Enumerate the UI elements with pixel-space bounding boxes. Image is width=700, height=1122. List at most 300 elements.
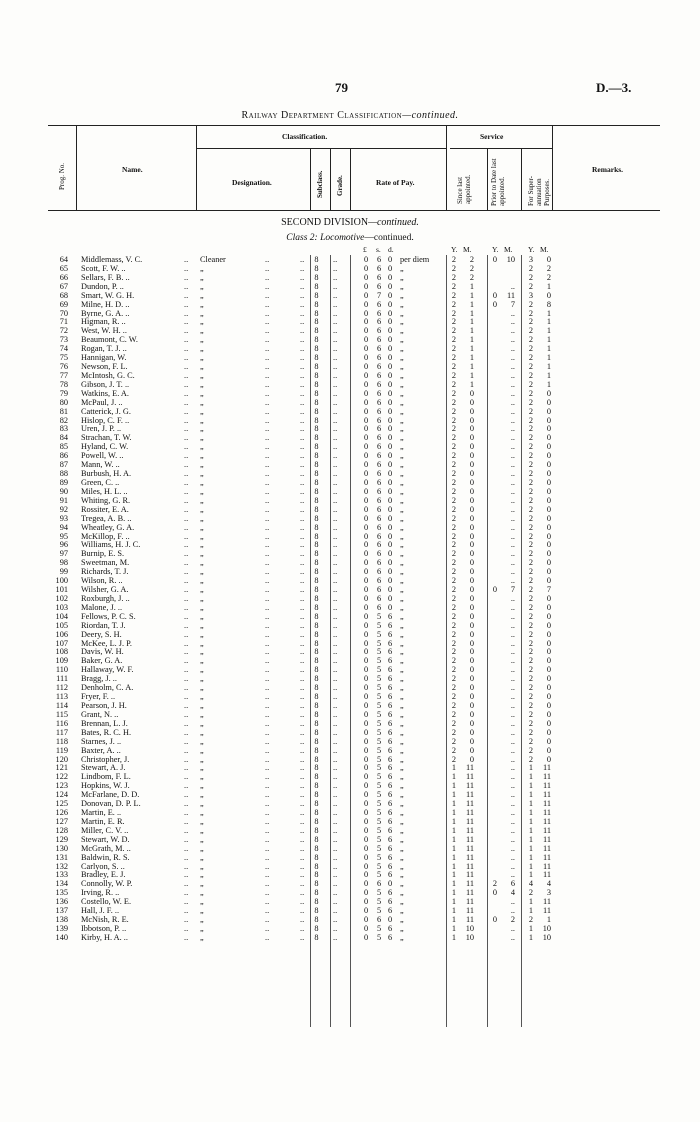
rate-pence-cell: 0 (388, 406, 393, 416)
rate-shillings-cell: 5 (377, 870, 382, 880)
leader-dots: .. (300, 469, 305, 479)
name-cell: Riordan, T. J. (81, 620, 126, 630)
rate-shillings-cell: 5 (377, 799, 382, 809)
designation-cell: „ (200, 370, 204, 380)
leader-dots: .. (184, 353, 189, 363)
designation-cell: „ (200, 522, 204, 532)
super-years-cell: 1 (528, 897, 534, 907)
rate-shillings-cell: 6 (377, 602, 382, 612)
rate-shillings-cell: 5 (377, 736, 382, 746)
leader-dots: .. (184, 379, 189, 389)
super-years-cell: 1 (528, 816, 534, 826)
leader-dots: .. (300, 567, 305, 577)
rate-pence-cell: 6 (388, 611, 393, 621)
leader-dots: .. (300, 754, 305, 764)
rate-shillings-cell: 5 (377, 674, 382, 684)
since-years-cell: 2 (451, 558, 457, 568)
rate-pence-cell: 6 (388, 870, 393, 880)
designation-cell: „ (200, 558, 204, 568)
leader-dots: .. (265, 326, 270, 336)
rate-unit-cell: „ (400, 549, 404, 559)
super-months-cell: 0 (546, 406, 551, 416)
rate-unit-cell: „ (400, 709, 404, 719)
rate-pounds-cell: 0 (364, 495, 369, 505)
since-months-cell: 0 (469, 602, 474, 612)
rate-pounds-cell: 0 (364, 567, 369, 577)
leader-dots: .. (265, 781, 270, 791)
super-months-cell: 0 (546, 683, 551, 693)
leader-dots: .. (184, 816, 189, 826)
super-months-cell: 0 (546, 504, 551, 514)
since-months-cell: 10 (465, 932, 474, 942)
prior-months-cell: 7 (510, 585, 515, 595)
prior-months-cell: 2 (510, 915, 515, 925)
leader-dots: .. (300, 576, 305, 586)
leader-dots: .. (333, 924, 338, 933)
subclass-cell: 8 (314, 701, 319, 710)
rate-pounds-cell: 0 (364, 469, 369, 479)
rate-shillings-cell: 5 (377, 692, 382, 702)
since-months-cell: 0 (469, 736, 474, 746)
super-months-cell: 0 (546, 486, 551, 496)
since-months-cell: 0 (469, 701, 474, 710)
super-months-cell: 0 (546, 469, 551, 479)
rate-shillings-cell: 5 (377, 647, 382, 657)
prog-no-cell: 110 (55, 665, 68, 675)
leader-dots: .. (184, 299, 189, 309)
designation-cell: „ (200, 362, 204, 372)
subclass-cell: 8 (314, 611, 319, 621)
super-years-cell: 2 (528, 317, 534, 327)
leader-dots: .. (333, 495, 338, 505)
prior-months-cell: .. (510, 602, 515, 612)
super-years-cell: 2 (528, 397, 534, 407)
prog-no-cell: 130 (55, 843, 68, 853)
leader-dots: .. (265, 647, 270, 657)
prog-no-cell: 92 (59, 504, 68, 514)
rate-unit-cell: „ (400, 388, 404, 398)
name-cell: Watkins, E. A. (81, 388, 129, 398)
leader-dots: .. (300, 451, 305, 461)
rate-unit-cell: „ (400, 424, 404, 434)
designation-cell: „ (200, 299, 204, 309)
rate-unit-cell: „ (400, 326, 404, 336)
super-months-cell: 11 (543, 816, 551, 826)
leader-dots: .. (265, 531, 270, 541)
rate-shillings-cell: 6 (377, 540, 382, 550)
subclass-cell: 8 (314, 906, 319, 916)
super-months-cell: 1 (546, 379, 551, 389)
leader-dots: .. (184, 781, 189, 791)
rate-unit-cell: „ (400, 924, 404, 933)
rate-shillings-cell: 5 (377, 683, 382, 693)
prog-no-cell: 115 (55, 709, 68, 719)
prog-no-cell: 123 (55, 781, 68, 791)
leader-dots: .. (184, 460, 189, 470)
leader-dots: .. (265, 897, 270, 907)
prior-months-cell: .. (510, 656, 515, 666)
designation-cell: „ (200, 879, 204, 889)
rate-pounds-cell: 0 (364, 486, 369, 496)
prog-no-cell: 87 (59, 460, 68, 470)
designation-cell: „ (200, 513, 204, 523)
leader-dots: .. (300, 790, 305, 800)
subclass-cell: 8 (314, 344, 319, 354)
designation-cell: „ (200, 781, 204, 791)
since-months-cell: 0 (469, 504, 474, 514)
super-years-cell: 2 (528, 495, 534, 505)
unit-prior-months: M. (504, 245, 513, 254)
leader-dots: .. (265, 709, 270, 719)
class-title (180, 233, 520, 243)
leader-dots: .. (300, 692, 305, 702)
since-months-cell: 0 (469, 593, 474, 603)
rate-unit-cell: „ (400, 781, 404, 791)
leader-dots: .. (265, 808, 270, 818)
super-months-cell: 11 (543, 825, 551, 835)
subclass-cell: 8 (314, 442, 319, 452)
designation-cell: „ (200, 647, 204, 657)
name-cell: Wheatley, G. A. (81, 522, 135, 532)
rate-shillings-cell: 5 (377, 781, 382, 791)
super-years-cell: 2 (528, 415, 534, 425)
subclass-cell: 8 (314, 299, 319, 309)
rate-pounds-cell: 0 (364, 317, 369, 327)
leader-dots: .. (333, 897, 338, 907)
name-cell: Smart, W. G. H. (81, 290, 135, 300)
rate-shillings-cell: 5 (377, 763, 382, 773)
since-years-cell: 1 (451, 825, 457, 835)
rate-shillings-cell: 5 (377, 611, 382, 621)
prior-months-cell: 7 (510, 299, 515, 309)
prior-months-cell: .. (510, 620, 515, 630)
designation-cell: „ (200, 263, 204, 273)
designation-cell: „ (200, 442, 204, 452)
rate-pence-cell: 6 (388, 932, 393, 942)
since-months-cell: 0 (469, 567, 474, 577)
prog-no-cell: 96 (59, 540, 68, 550)
leader-dots: .. (184, 433, 189, 443)
leader-dots: .. (184, 638, 189, 648)
rate-pence-cell: 6 (388, 674, 393, 684)
rate-pence-cell: 6 (388, 799, 393, 809)
leader-dots: .. (184, 629, 189, 639)
prog-no-cell: 135 (55, 888, 68, 898)
header-designation: Designation. (232, 178, 272, 187)
name-cell: Hopkins, W. J. (81, 781, 130, 791)
leader-dots: .. (333, 772, 338, 782)
leader-dots: .. (265, 692, 270, 702)
leader-dots: .. (184, 344, 189, 354)
since-months-cell: 11 (466, 861, 474, 871)
rate-pence-cell: 0 (388, 531, 393, 541)
since-years-cell: 2 (451, 647, 457, 657)
rate-pence-cell: 0 (388, 549, 393, 559)
rate-shillings-cell: 6 (377, 362, 382, 372)
name-cell: Milne, H. D. .. (81, 299, 130, 309)
designation-cell: „ (200, 549, 204, 559)
prog-no-cell: 69 (59, 299, 68, 309)
subclass-cell: 8 (314, 353, 319, 363)
name-cell: Whiting, G. R. (81, 495, 131, 505)
rate-shillings-cell: 6 (377, 255, 382, 264)
since-months-cell: 1 (469, 326, 474, 336)
leader-dots: .. (265, 629, 270, 639)
since-years-cell: 2 (451, 272, 457, 282)
subclass-cell: 8 (314, 424, 319, 434)
super-years-cell: 2 (528, 727, 534, 737)
rate-pence-cell: 6 (388, 808, 393, 818)
rate-pounds-cell: 0 (364, 879, 369, 889)
subclass-cell: 8 (314, 683, 319, 693)
rate-pence-cell: 6 (388, 897, 393, 907)
leader-dots: .. (184, 442, 189, 452)
super-years-cell: 1 (528, 861, 534, 871)
rate-pence-cell: 6 (388, 781, 393, 791)
leader-dots: .. (265, 281, 270, 291)
leader-dots: .. (184, 397, 189, 407)
prior-months-cell: .. (510, 790, 515, 800)
name-cell: Strachan, T. W. (81, 433, 132, 443)
rate-unit-cell: „ (400, 317, 404, 327)
subclass-cell: 8 (314, 816, 319, 826)
super-months-cell: 0 (546, 576, 551, 586)
super-years-cell: 2 (528, 344, 534, 354)
leader-dots: .. (333, 442, 338, 452)
leader-dots: .. (333, 611, 338, 621)
designation-cell: „ (200, 593, 204, 603)
rate-unit-cell: „ (400, 790, 404, 800)
prog-no-cell: 83 (59, 424, 68, 434)
super-months-cell: 0 (546, 513, 551, 523)
since-years-cell: 2 (451, 531, 457, 541)
rate-shillings-cell: 6 (377, 549, 382, 559)
prior-months-cell: .. (510, 799, 515, 809)
leader-dots: .. (333, 915, 338, 925)
since-months-cell: 2 (469, 272, 474, 282)
rate-unit-cell: „ (400, 335, 404, 345)
rate-pounds-cell: 0 (364, 513, 369, 523)
name-cell: Baldwin, R. S. (81, 852, 130, 862)
leader-dots: .. (184, 897, 189, 907)
name-cell: Green, C. .. (81, 478, 120, 487)
prog-no-cell: 129 (55, 834, 68, 844)
leader-dots: .. (184, 790, 189, 800)
name-cell: Miles, H. L. .. (81, 486, 128, 496)
rate-pence-cell: 0 (388, 442, 393, 452)
leader-dots: .. (300, 406, 305, 416)
leader-dots: .. (184, 478, 189, 487)
rate-unit-cell: „ (400, 825, 404, 835)
super-months-cell: 0 (546, 674, 551, 684)
rate-pounds-cell: 0 (364, 915, 369, 925)
rate-pence-cell: 6 (388, 852, 393, 862)
name-cell: Roxburgh, J. .. (81, 593, 130, 603)
leader-dots: .. (300, 611, 305, 621)
rate-pounds-cell: 0 (364, 772, 369, 782)
rate-pence-cell: 0 (388, 317, 393, 327)
leader-dots: .. (300, 317, 305, 327)
prog-no-cell: 75 (59, 353, 68, 363)
leader-dots: .. (300, 683, 305, 693)
super-months-cell: 0 (546, 433, 551, 443)
prior-months-cell: .. (510, 763, 515, 773)
rate-unit-cell: „ (400, 272, 404, 282)
super-years-cell: 1 (528, 870, 534, 880)
leader-dots: .. (333, 763, 338, 773)
super-years-cell: 2 (528, 424, 534, 434)
designation-cell: „ (200, 611, 204, 621)
since-years-cell: 2 (451, 308, 457, 318)
super-years-cell: 1 (528, 772, 534, 782)
header-classification: Classification. (282, 132, 328, 141)
leader-dots: .. (265, 415, 270, 425)
leader-dots: .. (184, 495, 189, 505)
name-cell: McFarlane, D. D. (81, 790, 140, 800)
designation-cell: „ (200, 335, 204, 345)
rate-unit-cell: „ (400, 799, 404, 809)
rate-pence-cell: 0 (388, 540, 393, 550)
subclass-cell: 8 (314, 317, 319, 327)
name-cell: Rogan, T. J. .. (81, 344, 127, 354)
leader-dots: .. (265, 344, 270, 354)
leader-dots: .. (333, 692, 338, 702)
rate-shillings-cell: 5 (377, 727, 382, 737)
prior-months-cell: .. (510, 772, 515, 782)
name-cell: Starnes, J. .. (81, 736, 122, 746)
leader-dots: .. (300, 593, 305, 603)
rate-pounds-cell: 0 (364, 816, 369, 826)
unit-super-months: M. (540, 245, 549, 254)
prog-no-cell: 132 (55, 861, 68, 871)
super-years-cell: 2 (528, 272, 534, 282)
super-years-cell: 2 (528, 585, 534, 595)
leader-dots: .. (184, 567, 189, 577)
rate-pence-cell: 6 (388, 843, 393, 853)
leader-dots: .. (265, 656, 270, 666)
rate-shillings-cell: 5 (377, 745, 382, 755)
rate-pence-cell: 6 (388, 709, 393, 719)
subclass-cell: 8 (314, 593, 319, 603)
prior-months-cell: .. (510, 736, 515, 746)
rate-unit-cell: „ (400, 478, 404, 487)
rate-pence-cell: 6 (388, 727, 393, 737)
leader-dots: .. (300, 843, 305, 853)
rate-shillings-cell: 6 (377, 263, 382, 273)
name-cell: Hallaway, W. F. (81, 665, 134, 675)
leader-dots: .. (333, 486, 338, 496)
since-months-cell: 0 (469, 486, 474, 496)
since-years-cell: 1 (451, 781, 457, 791)
prior-months-cell: .. (510, 576, 515, 586)
rate-unit-cell: „ (400, 683, 404, 693)
super-years-cell: 2 (528, 567, 534, 577)
rate-shillings-cell: 5 (377, 932, 382, 942)
rate-pence-cell: 0 (388, 362, 393, 372)
prior-months-cell: .. (510, 362, 515, 372)
leader-dots: .. (333, 344, 338, 354)
leader-dots: .. (333, 906, 338, 916)
leader-dots: .. (333, 602, 338, 612)
prog-no-cell: 105 (55, 620, 68, 630)
since-years-cell: 2 (451, 353, 457, 363)
rate-unit-cell: „ (400, 665, 404, 675)
designation-cell: „ (200, 709, 204, 719)
rate-shillings-cell: 6 (377, 353, 382, 363)
since-years-cell: 1 (451, 906, 457, 916)
subclass-cell: 8 (314, 888, 319, 898)
rate-pounds-cell: 0 (364, 709, 369, 719)
leader-dots: .. (265, 754, 270, 764)
header-since-last: Since last appointed. (456, 174, 472, 204)
name-cell: Scott, F. W. .. (81, 263, 126, 273)
super-months-cell: 11 (543, 763, 551, 773)
super-months-cell: 11 (543, 772, 551, 782)
designation-cell: „ (200, 317, 204, 327)
subclass-cell: 8 (314, 727, 319, 737)
rate-pounds-cell: 0 (364, 576, 369, 586)
leader-dots: .. (184, 754, 189, 764)
super-years-cell: 2 (528, 754, 534, 764)
rate-shillings-cell: 6 (377, 915, 382, 925)
leader-dots: .. (333, 415, 338, 425)
subclass-cell: 8 (314, 567, 319, 577)
since-months-cell: 11 (466, 906, 474, 916)
subclass-cell: 8 (314, 272, 319, 282)
super-months-cell: 2 (546, 272, 551, 282)
rate-pence-cell: 0 (388, 353, 393, 363)
header-for-super: For Super-annuation Purposes. (527, 176, 551, 206)
leader-dots: .. (300, 353, 305, 363)
leader-dots: .. (333, 754, 338, 764)
designation-cell: „ (200, 816, 204, 826)
leader-dots: .. (333, 585, 338, 595)
designation-cell: „ (200, 799, 204, 809)
leader-dots: .. (300, 745, 305, 755)
rate-unit-cell: „ (400, 370, 404, 380)
leader-dots: .. (300, 638, 305, 648)
since-years-cell: 1 (451, 790, 457, 800)
super-years-cell: 2 (528, 299, 534, 309)
leader-dots: .. (300, 906, 305, 916)
designation-cell: „ (200, 308, 204, 318)
leader-dots: .. (184, 701, 189, 710)
leader-dots: .. (265, 424, 270, 434)
since-months-cell: 1 (469, 353, 474, 363)
name-cell: Hyland, C. W. (81, 442, 129, 452)
super-months-cell: 10 (542, 932, 551, 942)
leader-dots: .. (184, 335, 189, 345)
leader-dots: .. (184, 406, 189, 416)
rate-pence-cell: 0 (388, 469, 393, 479)
leader-dots: .. (265, 335, 270, 345)
since-years-cell: 1 (451, 924, 457, 933)
leader-dots: .. (184, 620, 189, 630)
since-years-cell: 1 (451, 834, 457, 844)
rate-pounds-cell: 0 (364, 647, 369, 657)
leader-dots: .. (300, 308, 305, 318)
leader-dots: .. (300, 263, 305, 273)
designation-cell: „ (200, 478, 204, 487)
prior-months-cell: .. (510, 727, 515, 737)
prog-no-cell: 66 (59, 272, 68, 282)
designation-cell: „ (200, 790, 204, 800)
rate-pounds-cell: 0 (364, 370, 369, 380)
designation-cell: „ (200, 924, 204, 933)
leader-dots: .. (333, 665, 338, 675)
leader-dots: .. (300, 861, 305, 871)
name-cell: Sweetman, M. (81, 558, 130, 568)
